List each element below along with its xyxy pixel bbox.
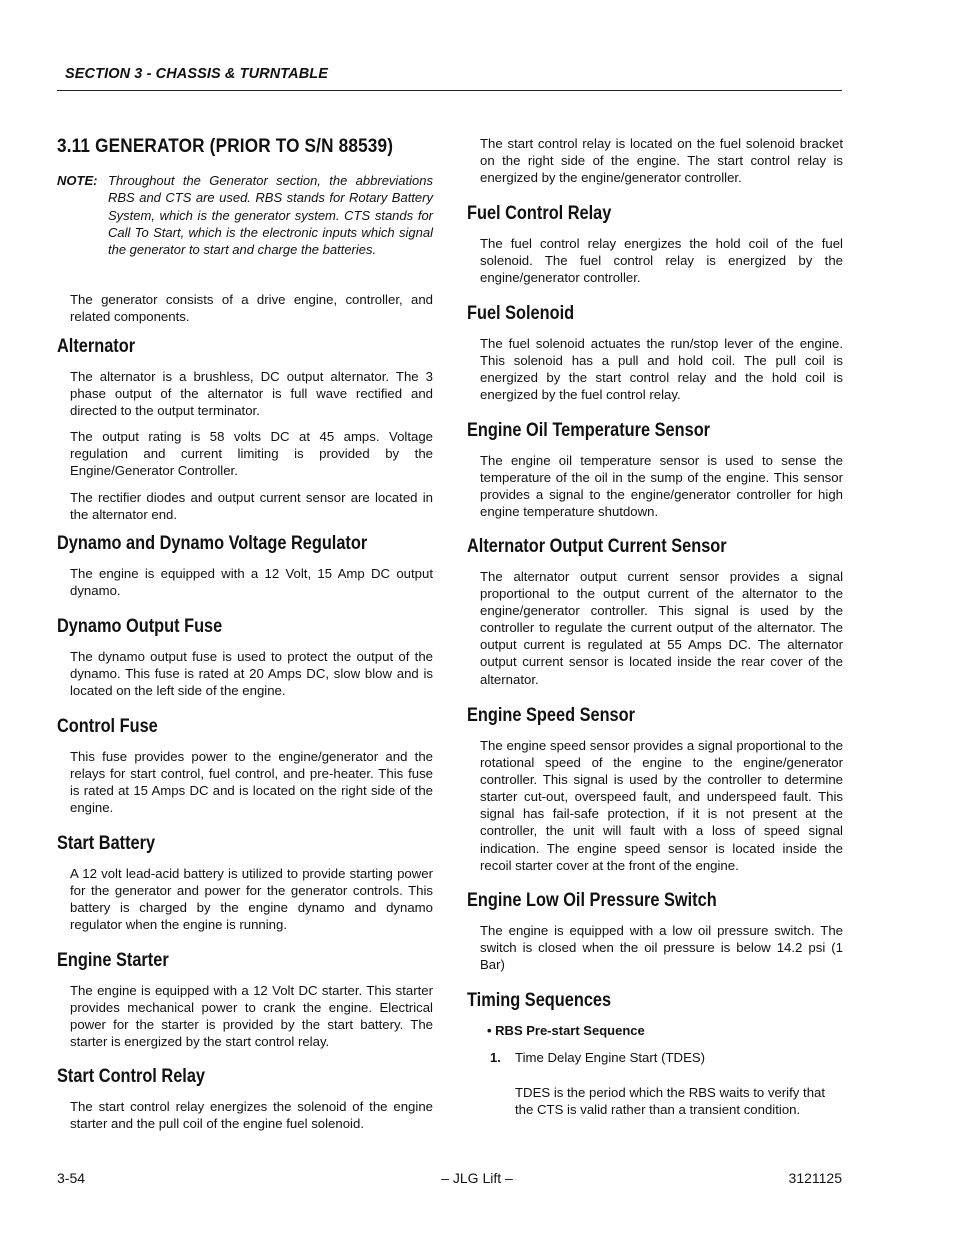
- start-battery-paragraph: A 12 volt lead-acid battery is utilized to provide starting power for the generator and power for the generator controls. This battery is charged by the engine dynamo and dynamo regulator when the engine is running.: [70, 866, 433, 933]
- alternator-paragraph-1: The alternator is a brushless, DC output alternator. The 3 phase output of the alternator is full wave rectified and directed to the output terminator.: [70, 369, 433, 419]
- heading-timing-sequences: Timing Sequences: [467, 990, 612, 1011]
- heading-dynamo-fuse: Dynamo Output Fuse: [57, 616, 223, 637]
- step-description: TDES is the period which the RBS waits to verify that the CTS is valid rather than a transient condition.: [515, 1085, 826, 1118]
- heading-oil-temperature-sensor: Engine Oil Temperature Sensor: [467, 420, 711, 441]
- heading-engine-starter: Engine Starter: [57, 950, 169, 971]
- start-control-relay-continued: The start control relay is located on the fuel solenoid bracket on the right side of the engine. The start control relay is energized by the engine/generator controller.: [480, 136, 843, 186]
- heading-low-oil-pressure: Engine Low Oil Pressure Switch: [467, 890, 717, 911]
- dynamo-fuse-paragraph: The dynamo output fuse is used to protect the output of the dynamo. This fuse is rated at 20 Amps DC, slow blow and is located on the left side of the engine.: [70, 649, 433, 699]
- dynamo-paragraph: The engine is equipped with a 12 Volt, 15 Amp DC output dynamo.: [70, 566, 433, 599]
- heading-alternator-current-sensor: Alternator Output Current Sensor: [467, 536, 727, 557]
- step-label: Time Delay Engine Start (TDES): [515, 1050, 706, 1065]
- heading-fuel-control-relay: Fuel Control Relay: [467, 203, 612, 224]
- step-number: 1.: [490, 1050, 501, 1065]
- page-title: 3.11 GENERATOR (PRIOR TO S/N 88539): [57, 135, 394, 157]
- oil-temperature-paragraph: The engine oil temperature sensor is used to sense the temperature of the oil in the sump of the engine. This sensor provides a signal to the engine/generator controller for high engine temperature shutdown.: [480, 453, 843, 520]
- intro-paragraph: The generator consists of a drive engine, controller, and related components.: [70, 292, 433, 325]
- alternator-current-paragraph: The alternator output current sensor provides a signal proportional to the output current of the alternator to the engine/generator controller. This signal is used by the controller to regulate the current output of the alternator. The output current is regulated at 55 Amps DC. The alternator output current sensor is located inside the rear cover of the alternator.: [480, 569, 843, 687]
- engine-starter-paragraph: The engine is equipped with a 12 Volt DC starter. This starter provides mechanical power to crank the engine. Electrical power for the starter is provided by the start battery. The starter is energized by the start control relay.: [70, 983, 433, 1050]
- control-fuse-paragraph: This fuse provides power to the engine/generator and the relays for start control, fuel control, and pre-heater. This fuse is rated at 15 Amps DC and is located on the right side of the engine.: [70, 749, 433, 816]
- heading-dynamo: Dynamo and Dynamo Voltage Regulator: [57, 533, 368, 554]
- footer-center: – JLG Lift –: [441, 1170, 513, 1186]
- low-oil-pressure-paragraph: The engine is equipped with a low oil pressure switch. The switch is closed when the oil pressure is below 14.2 psi (1 Bar): [480, 923, 843, 973]
- fuel-solenoid-paragraph: The fuel solenoid actuates the run/stop lever of the engine. This solenoid has a pull and hold coil. The pull coil is energized by the start control relay and the hold coil is energized by the fuel control relay.: [480, 336, 843, 403]
- section-header: [57, 64, 842, 91]
- heading-start-battery: Start Battery: [57, 833, 156, 854]
- page-number: 3-54: [57, 1170, 86, 1186]
- engine-speed-paragraph: The engine speed sensor provides a signal proportional to the rotational speed of the engine to the engine/generator controller. This signal is used by the controller to determine starter cut-out, overspeed fault, and underspeed fault. This signal has fail-safe protection, if it is not present at the controller, the unit will fault with a loss of speed signal indication. The engine speed sensor is located inside the recoil starter cover at the front of the engine.: [480, 738, 843, 873]
- document-number: 3121125: [788, 1170, 842, 1186]
- heading-fuel-solenoid: Fuel Solenoid: [467, 303, 575, 324]
- fuel-control-relay-paragraph: The fuel control relay energizes the hold coil of the fuel solenoid. The fuel control relay is energized by the engine/generator controller.: [480, 236, 843, 286]
- start-control-relay-paragraph: The start control relay energizes the solenoid of the engine starter and the pull coil of the engine fuel solenoid.: [70, 1099, 433, 1132]
- heading-start-control-relay: Start Control Relay: [57, 1066, 206, 1087]
- heading-alternator: Alternator: [57, 336, 136, 357]
- note-text: Throughout the Generator section, the abbreviations RBS and CTS are used. RBS stands for Rotary Battery System, which is the generator system. CTS stands for Call To Start, which is the electronic inputs which signal the generator to start and charge the batteries.: [108, 173, 433, 258]
- alternator-paragraph-2: The output rating is 58 volts DC at 45 amps. Voltage regulation and current limiting is provided by the Engine/Generator Controller.: [70, 429, 433, 479]
- section-title: SECTION 3 - CHASSIS & TURNTABLE: [65, 66, 329, 82]
- alternator-paragraph-3: The rectifier diodes and output current sensor are located in the alternator end.: [70, 490, 433, 523]
- bullet-rbs-prestart: • RBS Pre-start Sequence: [487, 1023, 645, 1038]
- heading-control-fuse: Control Fuse: [57, 716, 158, 737]
- heading-engine-speed-sensor: Engine Speed Sensor: [467, 705, 635, 726]
- note-label: NOTE:: [57, 173, 98, 188]
